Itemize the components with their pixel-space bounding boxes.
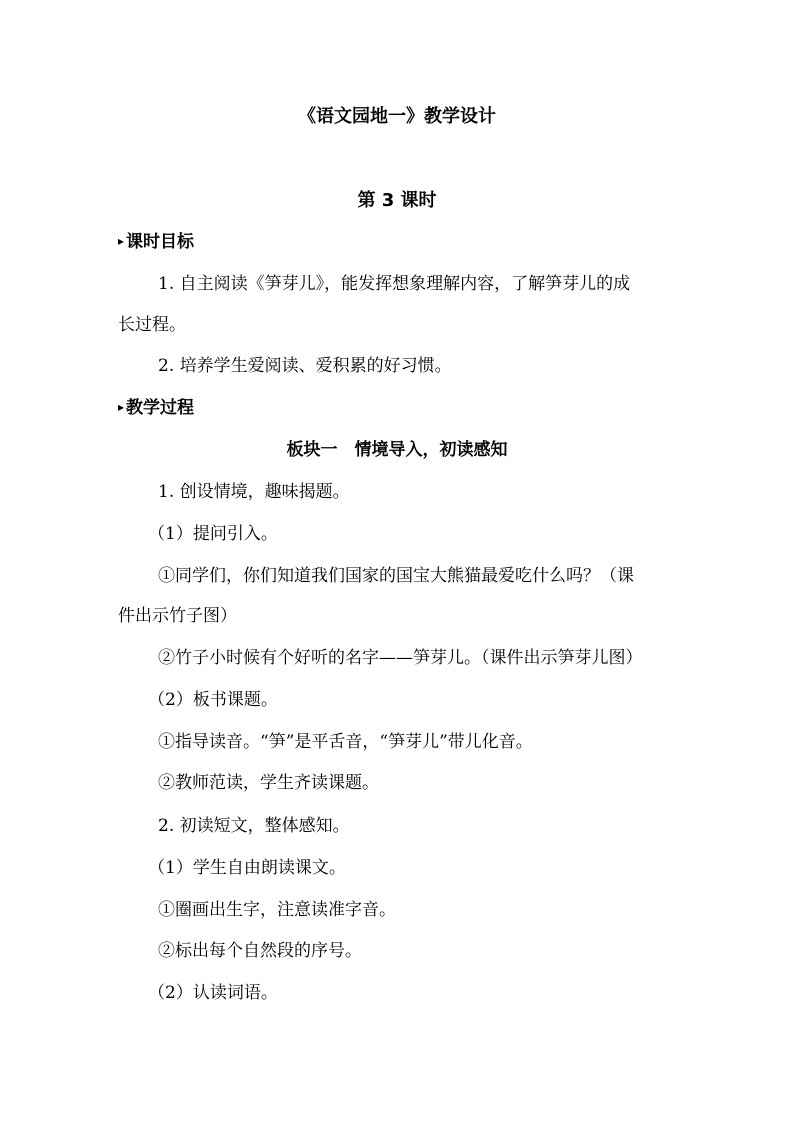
step-2-2: （2）认读词语。 [148, 983, 278, 1003]
mark-paragraphs: ②标出每个自然段的序号。 [158, 941, 362, 961]
reading-guide-2: ②教师范读，学生齐读课题。 [158, 773, 379, 793]
step-1: 1. 创设情境，趣味揭题。 [158, 482, 350, 502]
section-title: 板块一 情境导入，初读感知 [286, 440, 508, 460]
step-1-1: （1）提问引入。 [148, 524, 278, 544]
triangle-bullet-icon: ▸ [118, 234, 125, 248]
step-2: 2. 初读短文，整体感知。 [158, 816, 350, 836]
step-2-1: （1）学生自由朗读课文。 [148, 858, 346, 878]
question-1-line-1: ①同学们，你们知道我们国家的国宝大熊猫最爱吃什么吗？（课 [158, 566, 634, 586]
objective-1-line-2: 长过程。 [118, 315, 186, 335]
circle-characters: ①圈画出生字，注意读准字音。 [158, 900, 396, 920]
document-title: 《语文园地一》教学设计 [298, 106, 496, 127]
objectives-heading-text: 课时目标 [126, 232, 195, 252]
process-heading-text: 教学过程 [126, 398, 195, 418]
question-2: ②竹子小时候有个好听的名字——笋芽儿。（课件出示笋芽儿图） [158, 648, 643, 668]
question-1-line-2: 件出示竹子图） [118, 606, 237, 626]
triangle-bullet-icon: ▸ [118, 400, 125, 414]
process-heading [118, 397, 194, 420]
reading-guide-1: ①指导读音。“笋”是平舌音，“笋芽儿”带儿化音。 [158, 732, 533, 752]
objective-2: 2. 培养学生爱阅读、爱积累的好习惯。 [158, 356, 452, 376]
lesson-number: 第 3 课时 [357, 190, 437, 211]
objective-1-line-1: 1. 自主阅读《笋芽儿》，能发挥想象理解内容，了解笋芽儿的成 [158, 274, 631, 294]
objectives-heading [118, 231, 194, 254]
step-1-2: （2）板书课题。 [148, 690, 278, 710]
